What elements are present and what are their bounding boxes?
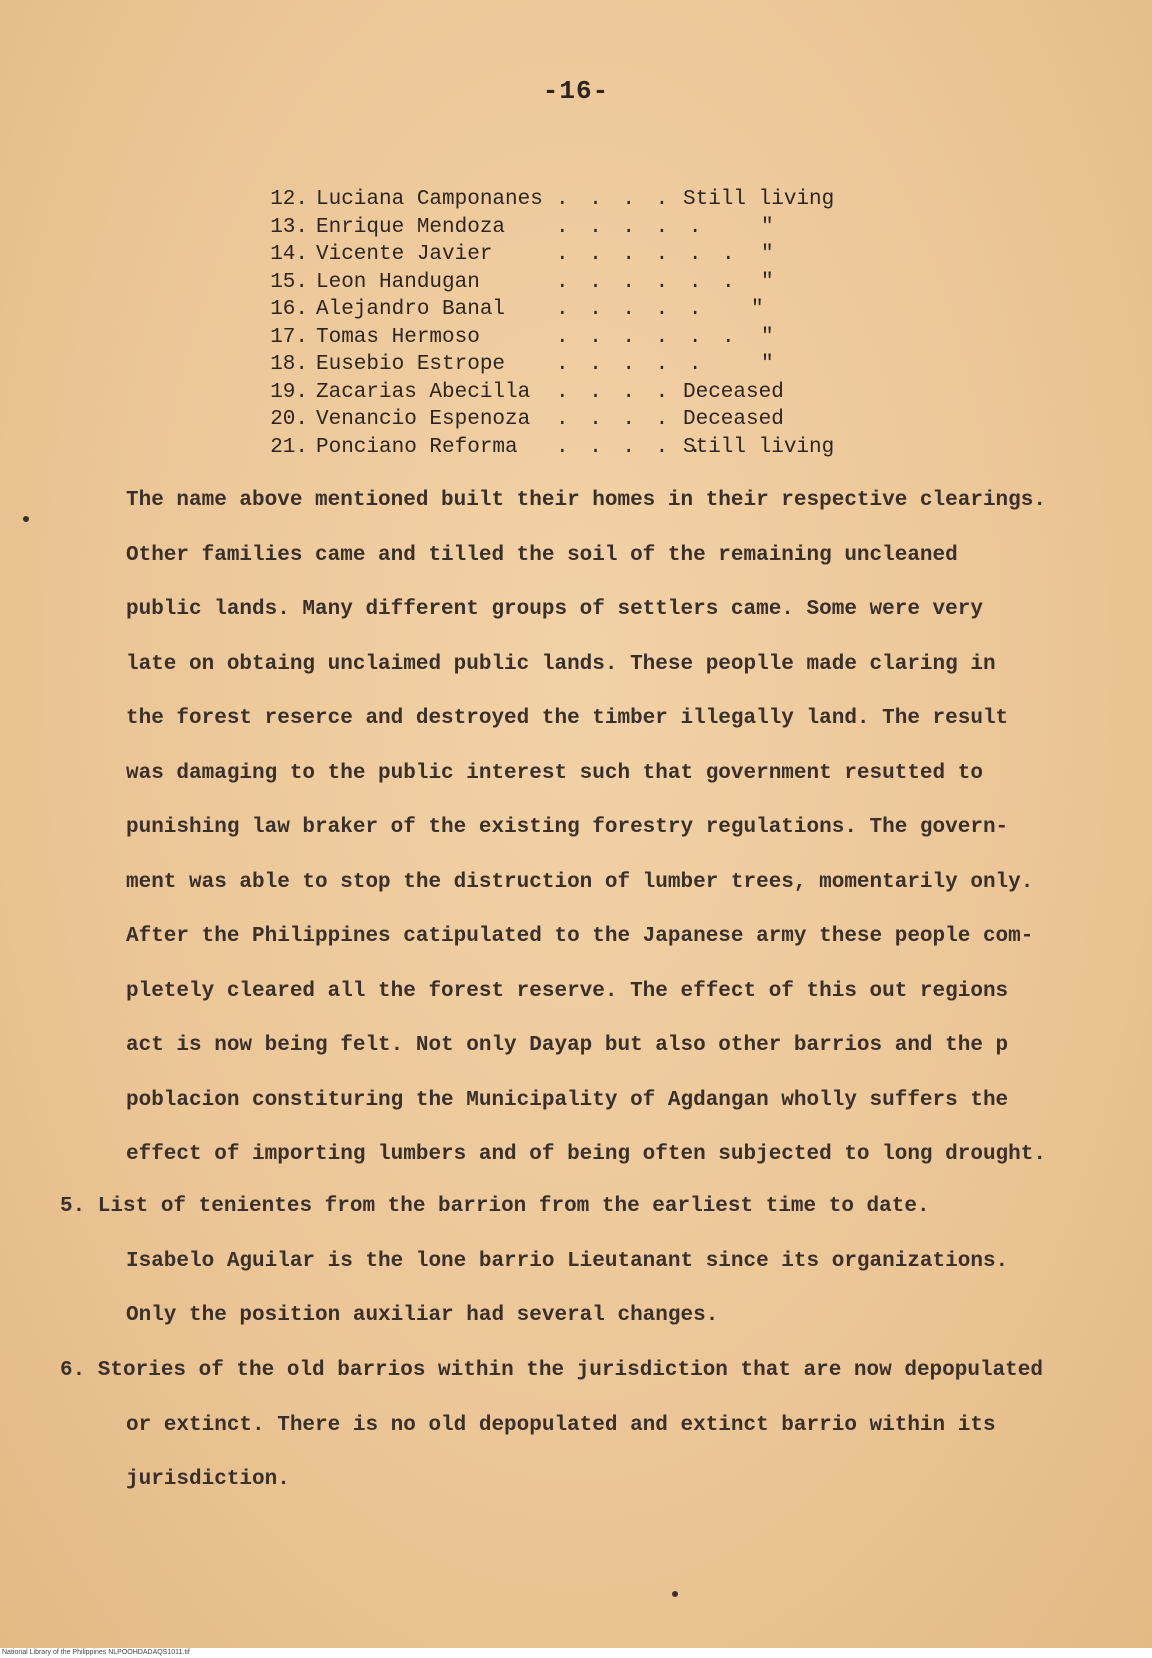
resident-status: Deceased [683,408,784,431]
resident-name: Alejandro Banal [316,298,506,321]
settlement-paragraph [126,474,1106,1183]
item-number: 13. [270,215,308,239]
item-line: or extinct. There is no old depopulated and extinct barrio within its [126,1413,996,1437]
paragraph-line: punishing law braker of the existing forestry regulations. The govern- [126,816,1009,839]
item-number: 20. [270,408,308,431]
list-item [260,406,834,434]
resident-name: Tomas Hermoso [316,325,480,349]
resident-name: Luciana Camponanes [316,188,543,211]
scan-footer: National Library of the Philippines NLPOOHDADAQS1011.tif [0,1648,1152,1658]
resident-status: " [751,298,764,321]
paragraph-line: was damaging to the public interest such that government resutted to [126,761,983,785]
resident-status: Still living [683,435,835,459]
paragraph-line: act is now being felt. Not only Dayap but also other barrios and the p [126,1034,1009,1057]
item-number: 15. [270,270,308,294]
paragraph-line: the forest reserce and destroyed the timber illegally land. The result [126,707,1009,730]
stray-ink-dot [672,1591,678,1597]
paragraph-line: The name above mentioned built their homes in their respective clearings. [126,489,1046,512]
leader-dots: . . . . [556,380,673,404]
resident-name: Eusebio Estrope [316,353,506,376]
resident-status: " [761,215,774,239]
resident-status: " [761,325,774,349]
list-item [260,186,834,214]
resident-name: Venancio Espenoza [316,408,531,431]
item-number: 21. [270,435,308,459]
leader-dots: . . . . . [556,435,706,459]
resident-status: " [761,353,774,376]
resident-status: Still living [683,188,835,211]
item-6-old-barrios [60,1344,1110,1508]
item-number: 17. [270,325,308,349]
resident-status: Deceased [683,380,784,404]
item-5-tenientes [60,1180,1110,1344]
item-number: 19. [270,380,308,404]
item-line: jurisdiction. [126,1468,290,1491]
list-item [260,214,834,242]
paragraph-line: Other families came and tilled the soil of the remaining uncleaned [126,543,958,567]
leader-dots: . . . . . [556,215,706,239]
item-heading: 5. List of tenientes from the barrion from the earliest time to date. [60,1195,930,1218]
resident-name: Vicente Javier [316,243,493,266]
list-item [260,351,834,379]
leader-dots: . . . . [556,408,673,431]
leader-dots: . . . . . . [556,325,739,349]
leader-dots: . . . . . [556,298,706,321]
item-line: Only the position auxiliar had several changes. [126,1304,719,1327]
residents-list [260,186,834,461]
list-item [260,434,834,462]
item-heading: 6. Stories of the old barrios within the jurisdiction that are now depopulated [60,1359,1043,1382]
resident-status: " [761,270,774,294]
paragraph-line: late on obtaing unclaimed public lands. These peoplle made claring in [126,652,996,676]
list-item [260,379,834,407]
item-number: 14. [270,243,308,266]
paragraph-line: ment was able to stop the distruction of lumber trees, momentarily only. [126,870,1034,894]
resident-status: " [761,243,774,266]
list-item [260,324,834,352]
resident-name: Zacarias Abecilla [316,380,531,404]
item-number: 12. [270,188,308,211]
paragraph-line: poblacion constituring the Municipality of Agdangan wholly suffers the [126,1088,1009,1112]
paragraph-line: public lands. Many different groups of settlers came. Some were very [126,598,983,621]
list-item [260,296,834,324]
stray-ink-dot [23,516,29,522]
page-number: -16- [542,76,610,106]
item-number: 18. [270,353,308,376]
leader-dots: . . . . [556,188,673,211]
item-number: 16. [270,298,308,321]
paragraph-line: effect of importing lumbers and of being often subjected to long drought. [126,1143,1046,1166]
leader-dots: . . . . . . [556,243,739,266]
leader-dots: . . . . . [556,353,706,376]
list-item [260,269,834,297]
resident-name: Ponciano Reforma [316,435,518,459]
list-item [260,241,834,269]
paragraph-line: pletely cleared all the forest reserve. The effect of this out regions [126,979,1009,1003]
paragraph-line: After the Philippines catipulated to the Japanese army these people com- [126,925,1034,948]
item-line: Isabelo Aguilar is the lone barrio Lieutanant since its organizations. [126,1249,1009,1273]
resident-name: Enrique Mendoza [316,215,506,239]
leader-dots: . . . . . . [556,270,739,294]
resident-name: Leon Handugan [316,270,480,294]
